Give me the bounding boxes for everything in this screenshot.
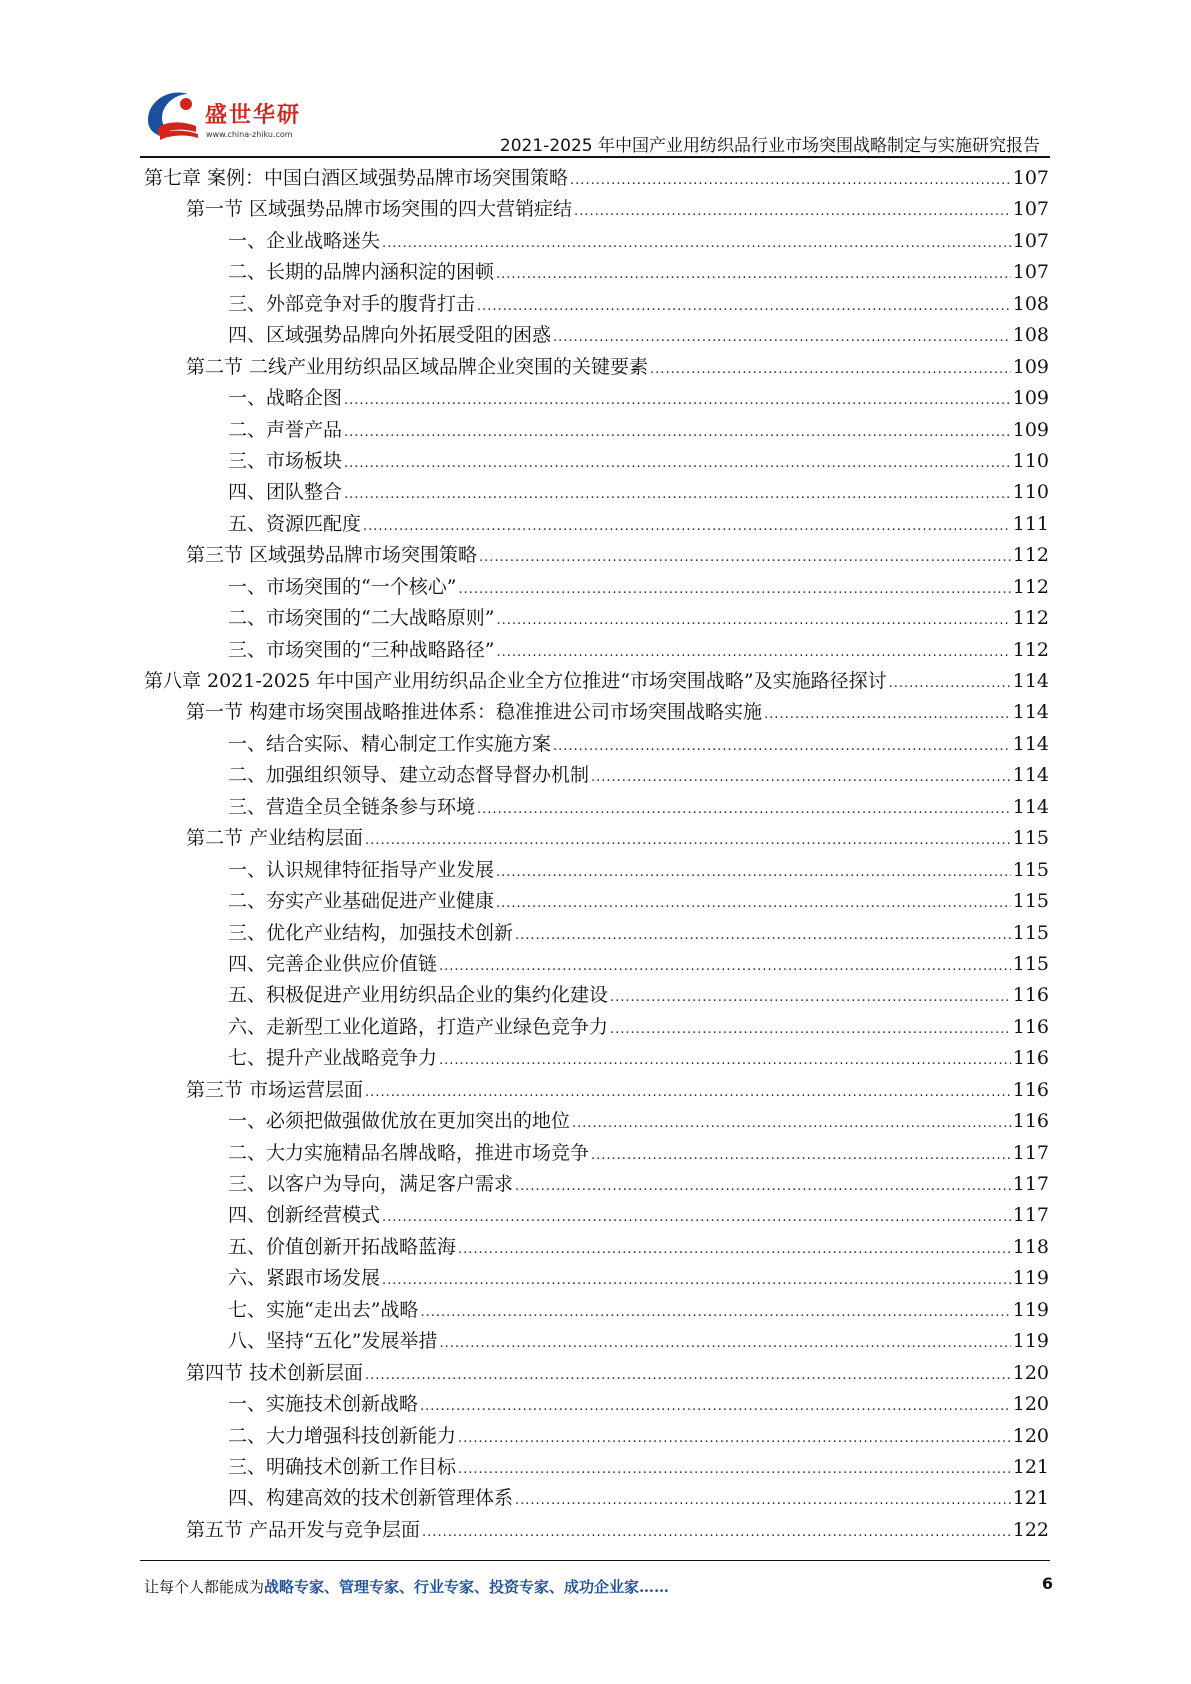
toc-entry[interactable] (144, 729, 1049, 760)
toc-leader-dots (344, 477, 1011, 508)
logo-mark-icon (140, 82, 210, 152)
toc-entry-page: 114 (1012, 701, 1049, 724)
toc-entry[interactable] (144, 509, 1049, 540)
page-header (140, 80, 1040, 160)
toc-leader-dots (477, 792, 1011, 823)
toc-entry[interactable] (144, 383, 1049, 414)
toc-leader-dots (363, 509, 1011, 540)
toc-leader-dots (515, 1169, 1011, 1200)
toc-entry-title: 五、积极促进产业用纺织品企业的集约化建设 (228, 984, 609, 1007)
toc-entry-title: 五、价值创新开拓战略蓝海 (228, 1235, 457, 1258)
toc-entry-title: 第三节 区域强势品牌市场突围策略 (186, 544, 478, 567)
toc-entry-page: 117 (1012, 1173, 1049, 1195)
toc-leader-dots (439, 949, 1011, 980)
toc-entry-title: 第二节 产业结构层面 (186, 827, 364, 850)
toc-leader-dots (496, 257, 1011, 288)
toc-entry-title: 第七章 案例：中国白酒区域强势品牌市场突围策略 (144, 167, 569, 189)
toc-entry-title: 三、明确技术创新工作目标 (228, 1455, 457, 1478)
toc-entry[interactable] (144, 1263, 1049, 1294)
toc-entry-title: 二、大力增强科技创新能力 (228, 1424, 457, 1447)
toc-entry[interactable] (144, 855, 1049, 886)
toc-entry-page: 116 (1012, 1078, 1049, 1101)
toc-entry-page: 115 (1012, 921, 1049, 944)
toc-leader-dots (591, 760, 1011, 791)
toc-entry[interactable] (144, 1295, 1049, 1326)
toc-leader-dots (479, 540, 1011, 571)
toc-entry[interactable] (144, 1326, 1049, 1357)
toc-leader-dots (365, 1075, 1011, 1106)
toc-entry-page: 115 (1012, 952, 1049, 975)
toc-leader-dots (553, 729, 1011, 760)
toc-entry[interactable] (144, 1483, 1049, 1514)
toc-entry[interactable] (144, 666, 1049, 697)
toc-entry-title: 第一节 区域强势品牌市场突围的四大营销症结 (186, 198, 573, 221)
toc-entry-title: 第八章 2021-2025 年中国产业用纺织品企业全方位推进“市场突围战略”及实施路径探讨 (144, 670, 887, 692)
toc-entry[interactable] (144, 635, 1049, 666)
toc-entry-title: 三、外部竞争对手的腹背打击 (228, 292, 476, 315)
toc-entry[interactable] (144, 792, 1049, 823)
toc-entry[interactable] (144, 163, 1049, 194)
toc-entry[interactable] (144, 1106, 1049, 1137)
toc-entry-title: 七、提升产业战略竞争力 (228, 1047, 438, 1070)
toc-entry-title: 一、战略企图 (228, 387, 343, 410)
toc-leader-dots (477, 289, 1011, 320)
toc-entry[interactable] (144, 1358, 1049, 1389)
toc-entry-title: 六、走新型工业化道路，打造产业绿色竞争力 (228, 1015, 609, 1038)
toc-leader-dots (496, 886, 1011, 917)
toc-leader-dots (439, 1326, 1010, 1357)
toc-entry[interactable] (144, 1515, 1049, 1546)
toc-entry-page: 107 (1012, 198, 1049, 221)
toc-entry-title: 第二节 二线产业用纺织品区域品牌企业突围的关键要素 (186, 355, 649, 378)
toc-entry-title: 第四节 技术创新层面 (186, 1361, 364, 1384)
toc-entry-page: 115 (1012, 858, 1049, 881)
toc-entry-title: 四、创新经营模式 (228, 1204, 381, 1227)
toc-entry-page: 108 (1012, 292, 1049, 315)
toc-entry-title: 二、大力实施精品名牌战略，推进市场竞争 (228, 1141, 590, 1164)
toc-entry-page: 116 (1012, 984, 1049, 1007)
toc-entry[interactable] (144, 226, 1049, 257)
toc-entry-title: 六、紧跟市场发展 (228, 1267, 381, 1290)
toc-leader-dots (610, 980, 1011, 1011)
toc-entry-page: 112 (1012, 607, 1049, 630)
toc-entry[interactable] (144, 1200, 1049, 1231)
toc-leader-dots (515, 1483, 1011, 1514)
toc-entry[interactable] (144, 1012, 1049, 1043)
toc-leader-dots (889, 666, 1011, 697)
toc-entry-title: 一、认识规律特征指导产业发展 (228, 858, 495, 881)
toc-entry-title: 一、企业战略迷失 (228, 229, 381, 252)
toc-entry-page: 119 (1012, 1267, 1049, 1290)
table-of-contents (144, 163, 1049, 1546)
toc-leader-dots (458, 1232, 1011, 1263)
toc-leader-dots (764, 697, 1011, 728)
toc-leader-dots (496, 603, 1010, 634)
toc-leader-dots (422, 1515, 1011, 1546)
toc-entry[interactable] (144, 918, 1049, 949)
toc-leader-dots (572, 1106, 1011, 1137)
toc-leader-dots (382, 226, 1011, 257)
toc-entry[interactable] (144, 477, 1049, 508)
toc-leader-dots (458, 572, 1010, 603)
toc-entry-page: 122 (1012, 1518, 1049, 1541)
toc-entry-page: 118 (1012, 1235, 1049, 1258)
footer-divider (140, 1560, 1050, 1561)
toc-entry-title: 二、加强组织领导、建立动态督导督办机制 (228, 764, 590, 787)
toc-leader-dots (496, 635, 1010, 666)
toc-entry-page: 107 (1012, 229, 1049, 252)
toc-leader-dots (382, 1263, 1011, 1294)
toc-leader-dots (420, 1389, 1011, 1420)
toc-entry-page: 115 (1012, 890, 1049, 913)
toc-entry-title: 二、长期的品牌内涵积淀的困顿 (228, 261, 495, 284)
toc-leader-dots (610, 1012, 1011, 1043)
toc-entry[interactable] (144, 289, 1049, 320)
toc-entry[interactable] (144, 980, 1049, 1011)
toc-entry[interactable] (144, 1169, 1049, 1200)
toc-entry-title: 第五节 产品开发与竞争层面 (186, 1518, 421, 1541)
toc-entry[interactable] (144, 1421, 1049, 1452)
toc-entry-page: 121 (1012, 1455, 1049, 1478)
footer-slogan (144, 1576, 669, 1597)
toc-leader-dots (344, 383, 1011, 414)
toc-entry-title: 三、营造全员全链条参与环境 (228, 795, 476, 818)
toc-entry-title: 一、结合实际、精心制定工作实施方案 (228, 732, 552, 755)
toc-entry[interactable] (144, 1232, 1049, 1263)
logo-url: www.china-zhiku.com (206, 130, 293, 139)
toc-entry-title: 二、市场突围的“二大战略原则” (228, 607, 495, 630)
toc-entry-title: 一、必须把做强做优放在更加突出的地位 (228, 1110, 571, 1133)
toc-entry-title: 二、声誉产品 (228, 418, 343, 441)
toc-entry[interactable] (144, 1389, 1049, 1420)
toc-entry-title: 一、市场突围的“一个核心” (228, 575, 457, 598)
toc-entry-title: 第一节 构建市场突围战略推进体系：稳准推进公司市场突围战略实施 (186, 701, 763, 724)
toc-entry[interactable] (144, 760, 1049, 791)
toc-leader-dots (553, 320, 1011, 351)
toc-entry-page: 114 (1012, 795, 1049, 818)
toc-entry-page: 112 (1012, 575, 1049, 598)
toc-leader-dots (591, 1138, 1011, 1169)
toc-entry-page: 115 (1012, 827, 1049, 850)
toc-entry-page: 110 (1012, 449, 1049, 472)
toc-entry[interactable] (144, 697, 1049, 728)
toc-leader-dots (382, 1200, 1011, 1231)
toc-entry-page: 109 (1012, 418, 1049, 441)
footer-slogan-prefix: 让每个人都能成为 (144, 1578, 265, 1596)
toc-entry-title: 第三节 市场运营层面 (186, 1078, 364, 1101)
toc-entry[interactable] (144, 320, 1049, 351)
toc-entry-page: 116 (1012, 1110, 1049, 1133)
toc-leader-dots (439, 1043, 1011, 1074)
toc-entry-page: 114 (1012, 732, 1049, 755)
toc-entry[interactable] (144, 1138, 1049, 1169)
toc-entry[interactable] (144, 446, 1049, 477)
toc-entry[interactable] (144, 886, 1049, 917)
logo-text: 盛世华研 (205, 103, 302, 128)
toc-leader-dots (458, 1421, 1011, 1452)
toc-leader-dots (515, 918, 1011, 949)
header-divider (140, 156, 1050, 158)
toc-leader-dots (365, 1358, 1011, 1389)
toc-entry-title: 八、坚持“五化”发展举措 (228, 1330, 438, 1353)
toc-entry-title: 四、完善企业供应价值链 (228, 952, 438, 975)
page-number: 6 (1041, 1574, 1053, 1593)
toc-entry[interactable] (144, 194, 1049, 225)
toc-entry[interactable] (144, 603, 1049, 634)
toc-entry[interactable] (144, 1452, 1049, 1483)
toc-leader-dots (650, 352, 1011, 383)
toc-entry-title: 三、市场突围的“三种战略路径” (228, 638, 495, 661)
toc-leader-dots (496, 855, 1011, 886)
toc-leader-dots (570, 163, 1011, 194)
toc-entry-page: 114 (1012, 764, 1049, 787)
toc-leader-dots (574, 194, 1011, 225)
toc-entry-page: 120 (1012, 1424, 1049, 1447)
toc-entry-title: 三、市场板块 (228, 449, 343, 472)
toc-leader-dots (344, 446, 1011, 477)
toc-entry-page: 110 (1012, 481, 1049, 504)
toc-entry[interactable] (144, 1043, 1049, 1074)
toc-entry-title: 五、资源匹配度 (228, 512, 362, 535)
toc-entry-title: 三、优化产业结构，加强技术创新 (228, 921, 514, 944)
toc-entry[interactable] (144, 540, 1049, 571)
toc-entry-page: 121 (1012, 1487, 1049, 1510)
toc-entry-page: 119 (1012, 1330, 1049, 1353)
toc-entry-page: 112 (1012, 638, 1049, 661)
company-logo (140, 80, 310, 152)
document-title: 2021-2025 年中国产业用纺织品行业市场突围战略制定与实施研究报告 (499, 136, 1040, 156)
toc-leader-dots (458, 1452, 1011, 1483)
toc-entry-page: 119 (1012, 1298, 1049, 1321)
toc-entry-page: 117 (1012, 1204, 1049, 1227)
toc-entry-page: 114 (1012, 670, 1049, 692)
toc-entry[interactable] (144, 823, 1049, 854)
toc-entry-page: 120 (1012, 1361, 1049, 1384)
toc-entry[interactable] (144, 1075, 1049, 1106)
toc-entry-title: 三、以客户为导向，满足客户需求 (228, 1173, 514, 1195)
toc-entry-title: 四、构建高效的技术创新管理体系 (228, 1487, 514, 1510)
toc-entry-title: 四、区域强势品牌向外拓展受阻的困惑 (228, 324, 552, 347)
toc-entry-title: 一、实施技术创新战略 (228, 1393, 419, 1416)
toc-leader-dots (344, 415, 1011, 446)
toc-entry-page: 116 (1012, 1047, 1049, 1070)
toc-entry[interactable] (144, 949, 1049, 980)
toc-entry-page: 108 (1012, 324, 1049, 347)
toc-entry-title: 七、实施“走出去”战略 (228, 1298, 419, 1321)
footer-slogan-highlight: 战略专家、管理专家、行业专家、投资专家、成功企业家…… (264, 1578, 670, 1596)
toc-entry-page: 107 (1012, 167, 1049, 189)
toc-entry-page: 111 (1012, 512, 1049, 535)
toc-entry[interactable] (144, 572, 1049, 603)
toc-leader-dots (420, 1295, 1010, 1326)
toc-entry[interactable] (144, 415, 1049, 446)
toc-entry-page: 109 (1012, 387, 1049, 410)
toc-entry-page: 117 (1012, 1141, 1049, 1164)
toc-entry-page: 112 (1012, 544, 1049, 567)
toc-entry[interactable] (144, 257, 1049, 288)
toc-entry-page: 116 (1012, 1015, 1049, 1038)
toc-entry-page: 107 (1012, 261, 1049, 284)
toc-entry-page: 120 (1012, 1393, 1049, 1416)
toc-entry-title: 二、夯实产业基础促进产业健康 (228, 890, 495, 913)
toc-entry-title: 四、团队整合 (228, 481, 343, 504)
toc-entry-page: 109 (1012, 355, 1049, 378)
toc-leader-dots (365, 823, 1011, 854)
toc-entry[interactable] (144, 352, 1049, 383)
